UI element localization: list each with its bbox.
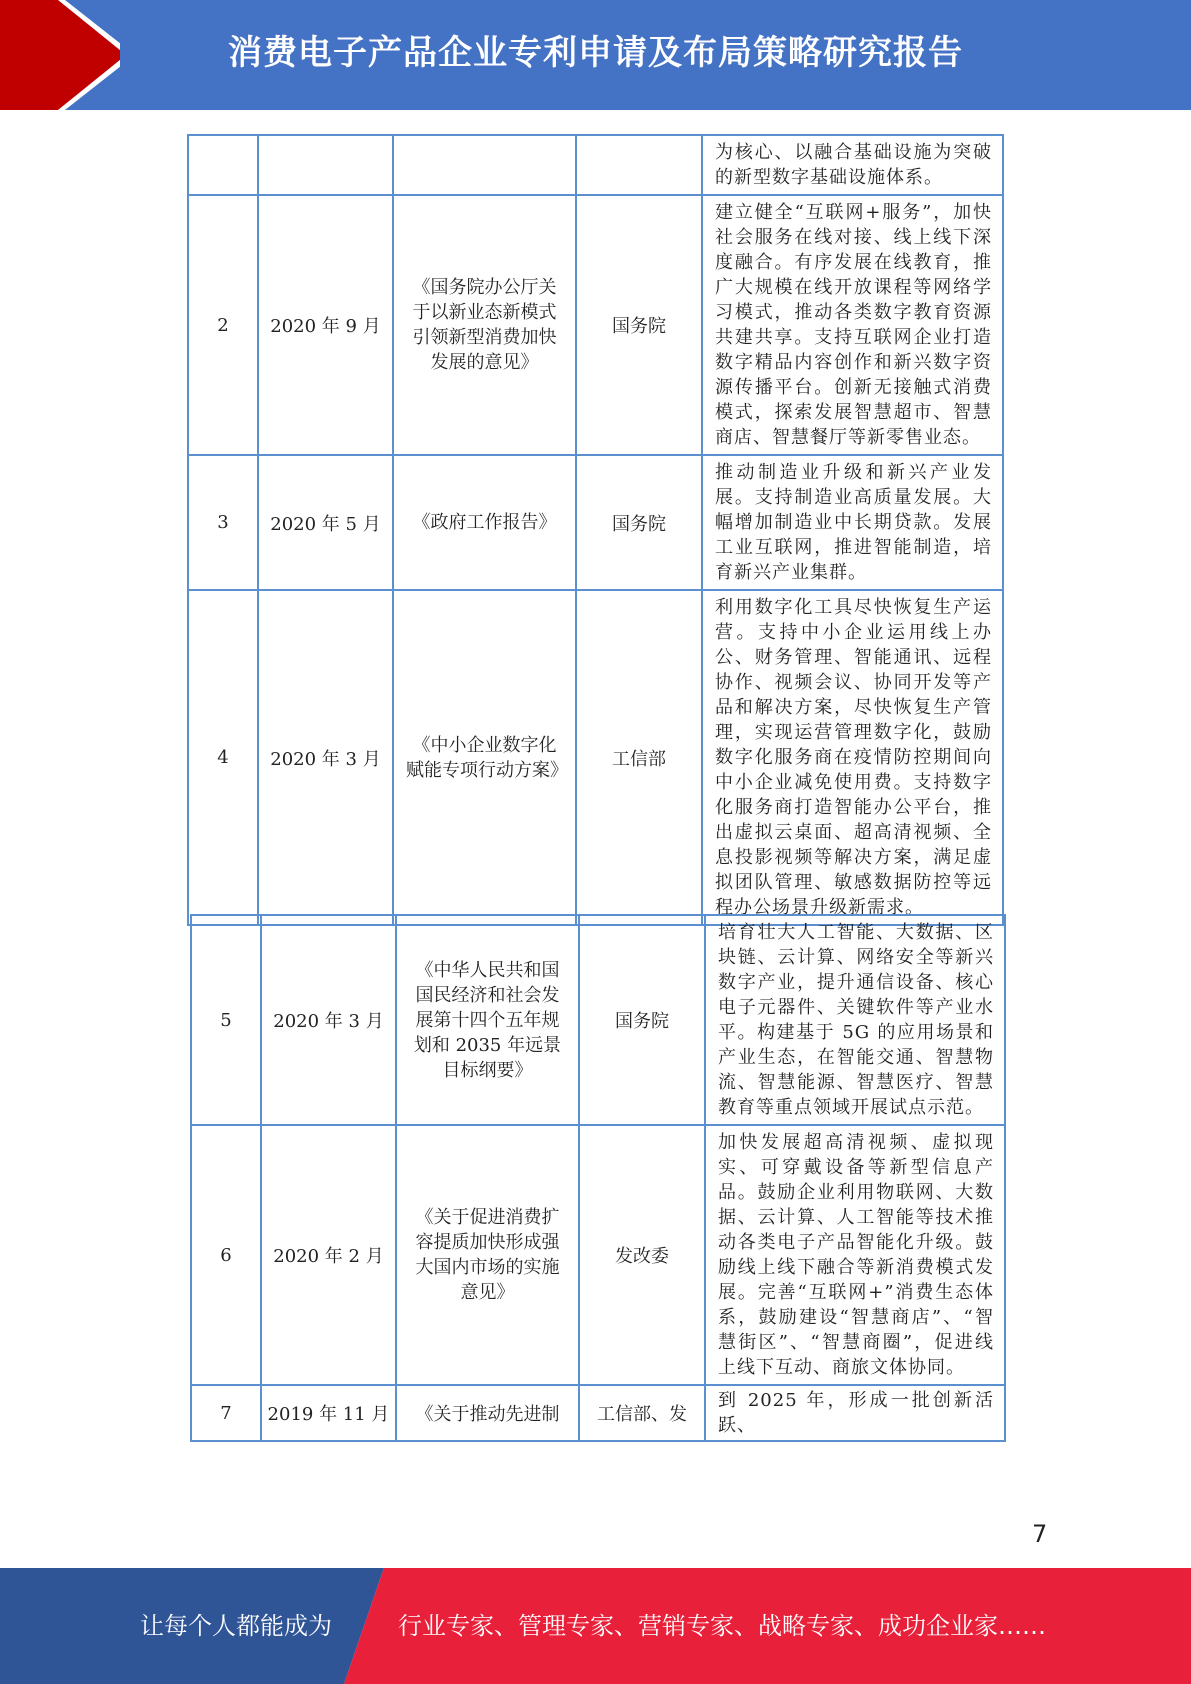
row-content: 到 2025 年，形成一批创新活跃、 bbox=[705, 1385, 1005, 1441]
row-content: 建立健全“互联网+服务”，加快社会服务在线对接、线上线下深度融合。有序发展在线教育，推广大规模在线开放课程等网络学习模式，推动各类数字教育资源共建共享。支持互联网企业打造数字精品内容创作和新兴数字资源传播平台。创新无接触式消费模式，探索发展智慧超市、智慧商店、智慧餐厅等新零售业态。 bbox=[702, 195, 1003, 455]
table-row bbox=[188, 455, 1003, 590]
row-number: 2 bbox=[188, 195, 258, 455]
row-issuer: 国务院 bbox=[576, 195, 702, 455]
row-issuer: 国务院 bbox=[576, 455, 702, 590]
row-issuer: 工信部 bbox=[576, 590, 702, 925]
row-policy-name: 《关于促进消费扩容提质加快形成强大国内市场的实施意见》 bbox=[396, 1125, 579, 1385]
table-row bbox=[188, 195, 1003, 455]
policy-table-top bbox=[187, 134, 1004, 926]
row-date: 2020 年 5 月 bbox=[258, 455, 393, 590]
policy-table-bottom bbox=[190, 914, 1006, 1442]
row-date: 2020 年 9 月 bbox=[258, 195, 393, 455]
row-date bbox=[258, 135, 393, 195]
row-number: 3 bbox=[188, 455, 258, 590]
row-policy-name bbox=[393, 135, 576, 195]
header-bar bbox=[0, 0, 1191, 110]
table-row bbox=[191, 915, 1005, 1125]
row-issuer: 发改委 bbox=[579, 1125, 705, 1385]
row-content: 培育壮大人工智能、大数据、区块链、云计算、网络安全等新兴数字产业，提升通信设备、核心电子元器件、关键软件等产业水平。构建基于 5G 的应用场景和产业生态，在智能交通、智慧物流、智慧能源、智慧医疗、智慧教育等重点领域开展试点示范。 bbox=[705, 915, 1005, 1125]
row-content: 利用数字化工具尽快恢复生产运营。支持中小企业运用线上办公、财务管理、智能通讯、远程协作、视频会议、协同开发等产品和解决方案，尽快恢复生产管理，实现运营管理数字化，鼓励数字化服务商在疫情防控期间向中小企业减免使用费。支持数字化服务商打造智能办公平台，推出虚拟云桌面、超高清视频、全息投影视频等解决方案，满足虚拟团队管理、敏感数据防控等远程办公场景升级新需求。 bbox=[702, 590, 1003, 925]
row-policy-name: 《国务院办公厅关于以新业态新模式引领新型消费加快发展的意见》 bbox=[393, 195, 576, 455]
footer-banner bbox=[0, 1568, 1191, 1684]
row-date: 2020 年 3 月 bbox=[258, 590, 393, 925]
row-number: 5 bbox=[191, 915, 261, 1125]
report-title: 消费电子产品企业专利申请及布局策略研究报告 bbox=[228, 33, 963, 73]
row-issuer: 国务院 bbox=[579, 915, 705, 1125]
row-number: 7 bbox=[191, 1385, 261, 1441]
row-number: 4 bbox=[188, 590, 258, 925]
row-issuer: 工信部、发 bbox=[579, 1385, 705, 1441]
row-policy-name: 《关于推动先进制 bbox=[396, 1385, 579, 1441]
footer-slogan-right: 行业专家、管理专家、营销专家、战略专家、成功企业家…… bbox=[398, 1612, 1046, 1640]
row-issuer bbox=[576, 135, 702, 195]
row-content: 加快发展超高清视频、虚拟现实、可穿戴设备等新型信息产品。鼓励企业利用物联网、大数据、云计算、人工智能等技术推动各类电子产品智能化升级。鼓励线上线下融合等新消费模式发展。完善“互联网+”消费生态体系，鼓励建设“智慧商店”、“智慧街区”、“智慧商圈”，促进线上线下互动、商旅文体协同。 bbox=[705, 1125, 1005, 1385]
row-content: 推动制造业升级和新兴产业发展。支持制造业高质量发展。大幅增加制造业中长期贷款。发展工业互联网，推进智能制造，培育新兴产业集群。 bbox=[702, 455, 1003, 590]
page-number: 7 bbox=[1032, 1520, 1048, 1548]
table-row bbox=[188, 590, 1003, 925]
table-row bbox=[188, 135, 1003, 195]
row-policy-name: 《中华人民共和国国民经济和社会发展第十四个五年规划和 2035 年远景目标纲要》 bbox=[396, 915, 579, 1125]
row-policy-name: 《政府工作报告》 bbox=[393, 455, 576, 590]
row-number bbox=[188, 135, 258, 195]
row-date: 2020 年 3 月 bbox=[261, 915, 396, 1125]
table-row bbox=[191, 1385, 1005, 1441]
row-number: 6 bbox=[191, 1125, 261, 1385]
row-content: 为核心、以融合基础设施为突破的新型数字基础设施体系。 bbox=[702, 135, 1003, 195]
row-date: 2019 年 11 月 bbox=[261, 1385, 396, 1441]
table-row bbox=[191, 1125, 1005, 1385]
row-date: 2020 年 2 月 bbox=[261, 1125, 396, 1385]
row-policy-name: 《中小企业数字化赋能专项行动方案》 bbox=[393, 590, 576, 925]
footer-slogan-left: 让每个人都能成为 bbox=[140, 1612, 332, 1640]
